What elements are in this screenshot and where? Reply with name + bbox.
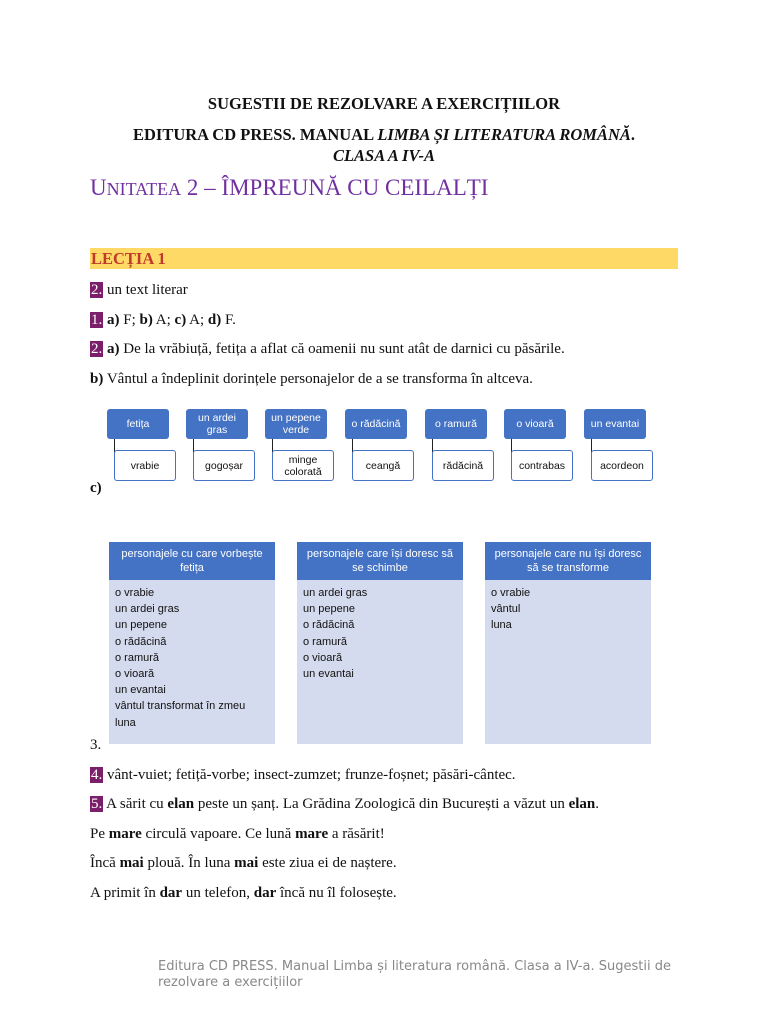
list-item: un pepene bbox=[115, 619, 167, 632]
list-item: o rădăcină bbox=[303, 619, 355, 632]
diagram-top-box: o rădăcină bbox=[345, 409, 407, 439]
column-list bbox=[109, 580, 275, 731]
answer-line: 4. vânt-vuiet; fetiță-vorbe; insect-zumzet; frunze-foșnet; păsări-cântec. bbox=[91, 767, 516, 783]
list-item: o ramură bbox=[115, 651, 160, 664]
diagram-sub-box: contrabas bbox=[511, 450, 573, 481]
exercise-number-plain: 3. bbox=[90, 737, 102, 753]
list-item: o vioară bbox=[303, 651, 343, 664]
answer-line: 2. a) De la vrăbiuță, fetița a aflat că oamenii nu sunt atât de darnici cu păsările. bbox=[91, 341, 565, 357]
no-change-column bbox=[485, 542, 651, 744]
diagram-top-box: fetița bbox=[107, 409, 169, 439]
wish-change-column bbox=[297, 542, 463, 744]
answer-line: Încă mai plouă. În luna mai este ziua ei de naștere. bbox=[90, 855, 397, 871]
page-footer: Editura CD PRESS. Manual Limba și literatura română. Clasa a IV-a. Sugestii de rezolvare a exercițiilor bbox=[158, 959, 671, 990]
doc-title: SUGESTII DE REZOLVARE A EXERCIȚIILOR bbox=[207, 94, 561, 113]
unit-heading: UNITATEA 2 – ÎMPREUNĂ CU CEILALȚI bbox=[90, 175, 489, 200]
answer-line: Pe mare circulă vapoare. Ce lună mare a răsărit! bbox=[90, 826, 385, 842]
lesson-highlight bbox=[90, 248, 678, 269]
diagram-top-box: un pepene verde bbox=[265, 409, 327, 439]
answer-line: 5. A sărit cu elan peste un șanț. La Grădina Zoologică din București a văzut un elan. bbox=[91, 796, 599, 812]
list-item: luna bbox=[115, 716, 136, 729]
lesson-heading: LECȚIA 1 bbox=[91, 249, 166, 268]
column-list bbox=[297, 580, 463, 682]
answer-line: b) Vântul a îndeplinit dorințele personajelor de a se transforma în altceva. bbox=[90, 371, 533, 387]
diagram-sub-box: ceangă bbox=[352, 450, 414, 481]
diagram-top-box: o vioară bbox=[504, 409, 566, 439]
list-item: o rădăcină bbox=[115, 635, 167, 648]
list-item: un ardei gras bbox=[115, 603, 180, 616]
answer-line: 2. un text literar bbox=[91, 282, 188, 298]
list-item: vântul bbox=[491, 603, 521, 616]
list-item: luna bbox=[491, 619, 512, 632]
exercise-number: 4. bbox=[91, 767, 103, 783]
list-item: un evantai bbox=[303, 668, 354, 681]
column-list bbox=[485, 580, 651, 634]
list-item: un ardei gras bbox=[303, 587, 368, 599]
characters-column bbox=[109, 542, 275, 744]
list-item: o vrabie bbox=[115, 587, 155, 599]
exercise-number: 2. bbox=[91, 341, 103, 357]
diagram-top-box: un evantai bbox=[584, 409, 646, 439]
answer-line: A primit în dar un telefon, dar încă nu îl folosește. bbox=[90, 885, 397, 901]
diagram-top-box: un ardei gras bbox=[186, 409, 248, 439]
sub-exercise-label: c) bbox=[90, 480, 102, 496]
list-item: o vioară bbox=[115, 668, 155, 681]
list-item: un evantai bbox=[115, 684, 166, 697]
diagram-sub-box: acordeon bbox=[591, 450, 653, 481]
exercise-number: 5. bbox=[91, 796, 103, 812]
column-header: personajele care nu își doresc să se transforme bbox=[485, 542, 651, 580]
column-header: personajele care își doresc să se schimbe bbox=[297, 542, 463, 580]
grade-label: CLASA A IV-A bbox=[332, 146, 436, 165]
diagram-sub-box: gogoșar bbox=[193, 450, 255, 481]
list-item: un pepene bbox=[303, 603, 355, 616]
exercise-number: 1. bbox=[91, 312, 103, 328]
diagram-sub-box: vrabie bbox=[114, 450, 176, 481]
column-header: personajele cu care vorbește fetița bbox=[109, 542, 275, 580]
answer-line: 1. a) F; b) A; c) A; d) F. bbox=[91, 312, 236, 328]
diagram-top-box: o ramură bbox=[425, 409, 487, 439]
list-item: o vrabie bbox=[491, 587, 531, 599]
list-item: vântul transformat în zmeu bbox=[115, 700, 246, 713]
doc-subtitle: EDITURA CD PRESS. MANUAL LIMBA ȘI LITERATURA ROMÂNĂ. CLASA A IV-A bbox=[133, 125, 635, 165]
diagram-sub-box: minge colorată bbox=[272, 450, 334, 481]
exercise-number: 2. bbox=[91, 282, 103, 298]
list-item: o ramură bbox=[303, 635, 348, 648]
diagram-sub-box: rădăcină bbox=[432, 450, 494, 481]
